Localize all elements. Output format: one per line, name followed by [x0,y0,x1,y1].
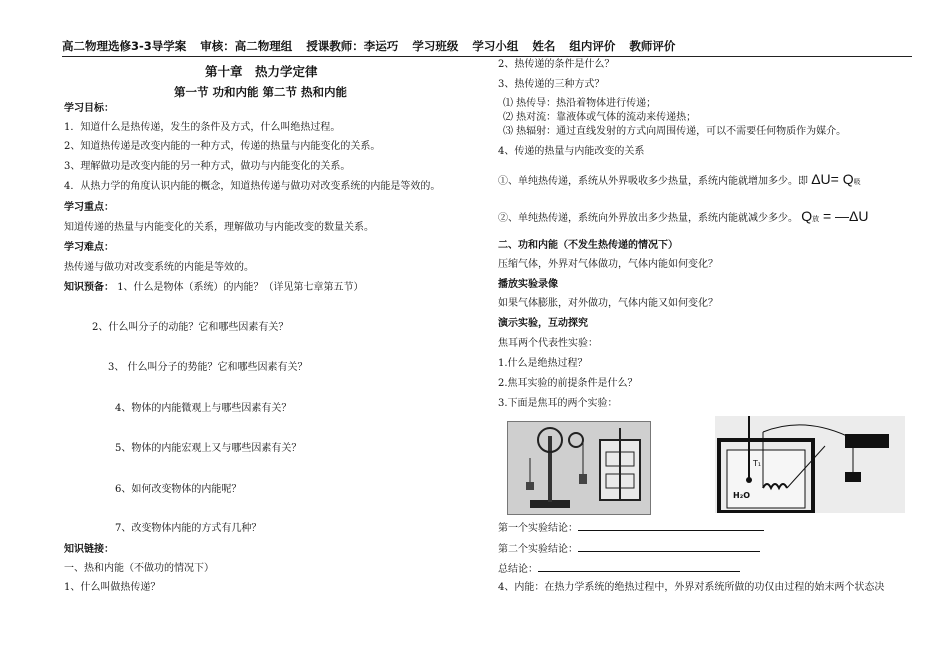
key-text: 知道传递的热量与内能变化的关系，理解做功与内能改变的数量关系。 [64,222,374,233]
joule-q3: 3.下面是焦耳的两个实验： [498,398,618,409]
prep-question-4: 4、物体的内能微观上与哪些因素有关？ [115,403,292,414]
case-release-text: ②、单纯热传递，系统向外界放出多少热量，系统内能就减少多少。 [498,213,798,224]
case-release-q: Q [801,208,813,224]
label-t1: T₁ [753,459,762,468]
prep-line [64,282,364,294]
joule-paddle-experiment-image [507,421,651,515]
class-field: 学习班级 [412,39,459,53]
difficulty-heading: 学习难点： [64,242,114,253]
page-header [62,38,912,57]
mode-conduction: ⑴ 热传导：热沿着物体进行传递； [503,98,657,109]
objective-1: 1．知道什么是热传递，发生的条件及方式，什么叫绝热过程。 [64,122,341,133]
paddle-apparatus-illustration [508,422,650,514]
summary-blank[interactable] [538,562,740,572]
conclusion-2 [498,542,760,556]
prep-question-6: 6、如何改变物体的内能呢？ [115,484,242,495]
course-title: 高二物理选修3-3导学案 [62,39,187,53]
prep-question-3: 3、 什么叫分子的势能？它和哪些因素有关？ [108,362,308,373]
key-heading: 学习重点： [64,202,114,213]
summary-label: 总结论： [498,564,538,575]
conclusion-2-blank[interactable] [578,542,760,552]
link-heading: 知识链接： [64,544,114,555]
question-4b: 4、内能：在热力学系统的绝热过程中，外界对系统所做的功仅由过程的始末两个状态决 [498,582,885,593]
name-field: 姓名 [532,39,556,53]
mode-convection: ⑵ 热对流：靠液体或气体的流动来传递热； [503,112,697,123]
question-4: 4、传递的热量与内能改变的关系 [498,146,645,157]
question-3: 3、热传递的三种方式？ [498,79,605,90]
joule-q2: 2.焦耳实验的前提条件是什么？ [498,378,638,389]
video-heading: 播放实验录像 [498,279,558,290]
section-2-heading: 二、功和内能（不发生热传递的情况下） [498,240,678,251]
compress-question: 压缩气体，外界对气体做功，气体内能如何变化？ [498,259,718,270]
mode-radiation: ⑶ 热辐射：通过直线发射的方式向周围传递，可以不需要任何物质作为媒介。 [503,126,847,137]
summary-line [498,562,740,576]
conclusion-1-blank[interactable] [578,521,764,531]
link-item-2: 1、什么叫做热传递？ [64,582,161,593]
group-eval-field: 组内评价 [569,39,616,53]
objectives-heading: 学习目标： [64,103,114,114]
demo-heading: 演示实验，互动探究 [498,318,588,329]
case-release [498,210,869,225]
question-2: 2、热传递的条件是什么？ [498,59,615,70]
case-release-formula: = —ΔU [819,208,869,224]
reviewer: 审核：高二物理组 [200,39,293,53]
difficulty-text: 热传递与做功对改变系统的内能是等效的。 [64,262,254,273]
teacher-eval-field: 教师评价 [629,39,676,53]
case-release-sub: 放 [812,215,820,223]
joule-q1: 1.什么是绝热过程？ [498,358,588,369]
objective-4: 4．从热力学的角度认识内能的概念，知道热传递与做功对改变系统的内能是等效的。 [64,181,441,192]
prep-question-5: 5、物体的内能宏观上又与哪些因素有关？ [115,443,302,454]
electric-apparatus-illustration [715,416,905,513]
section-title: 第一节 功和内能 第二节 热和内能 [174,85,348,99]
link-item-1: 一、热和内能（不做功的情况下） [64,563,214,574]
teacher: 授课教师：李运巧 [306,39,399,53]
label-h2o: H₂O [733,491,750,500]
joule-intro: 焦耳两个代表性实验： [498,338,598,349]
case-absorb-sub: 吸 [853,178,861,186]
case-absorb-text: ①、单纯热传递，系统从外界吸收多少热量，系统内能就增加多少。即 [498,176,808,187]
joule-electric-experiment-image [715,416,905,513]
objective-2: 2、知道热传递是改变内能的一种方式，传递的热量与内能变化的关系。 [64,141,381,152]
objective-3: 3、理解做功是改变内能的另一种方式，做功与内能变化的关系。 [64,161,351,172]
conclusion-2-label: 第二个实验结论： [498,544,578,555]
conclusion-1 [498,521,764,535]
prep-heading: 知识预备： [64,282,114,293]
case-absorb-formula: ΔU= Q [811,171,854,187]
prep-question-7: 7、改变物体内能的方式有几种？ [115,523,262,534]
case-absorb [498,173,861,188]
prep-question-2: 2、什么叫分子的动能？它和哪些因素有关？ [92,322,289,333]
group-field: 学习小组 [472,39,519,53]
chapter-title: 第十章 热力学定律 [205,64,318,79]
prep-question-1: 1、什么是物体（系统）的内能？（详见第七章第五节） [117,282,364,293]
expand-question: 如果气体膨胀，对外做功，气体内能又如何变化？ [498,298,718,309]
conclusion-1-label: 第一个实验结论： [498,523,578,534]
